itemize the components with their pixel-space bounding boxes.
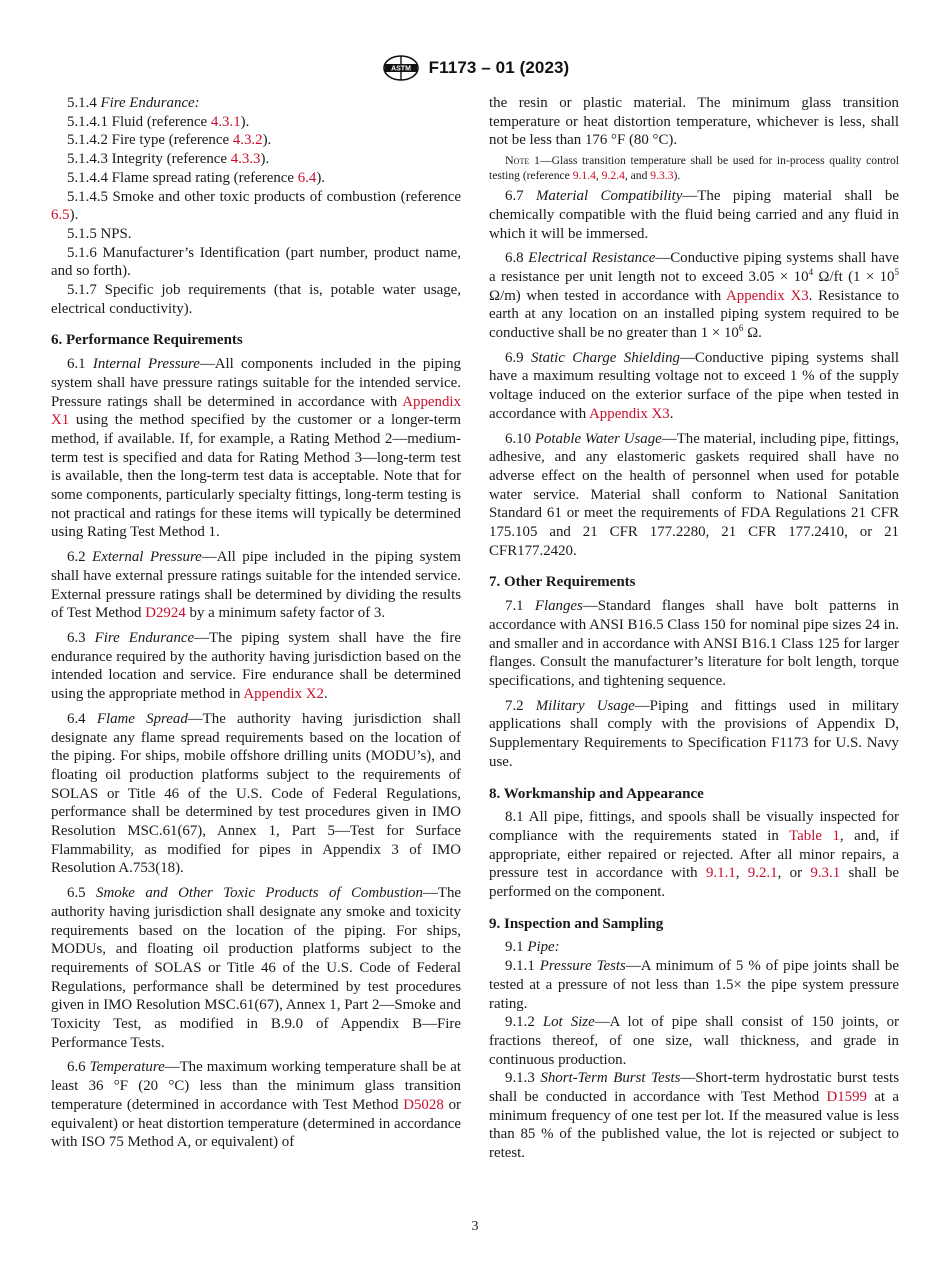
table-1-link[interactable]: Table 1 [789,827,840,844]
clause-7-1: 7.1 Flanges—Standard flanges shall have bolt patterns in accordance with ANSI B16.5 Class 150 for nominal pipe sizes 24 in. and smaller and in accordance with ANSI B16.1 Class 125 for larger flanges. Consult the manufacturer’s literature for bolt length, torque specifications, and tightening sequence. [489,598,899,689]
ref-link-6-5[interactable]: 6.5 [51,207,70,224]
clause-5-1-4-2: 5.1.4.2 Fire type (reference 4.3.2). [67,132,272,149]
ref-link-9-1-4[interactable]: 9.1.4 [572,169,596,183]
clause-9-1: 9.1 Pipe: [505,939,560,956]
section-9-heading: 9. Inspection and Sampling [489,915,664,932]
section-7-heading: 7. Other Requirements [489,574,636,591]
note-1: Note 1—Glass transition temperature shall be used for in-process quality control testing (reference 9.1.4, 9.2.4, and 9.3.3). [489,153,899,183]
ref-link-9-3-3[interactable]: 9.3.3 [650,169,674,183]
ref-link-9-1-1[interactable]: 9.1.1 [705,865,736,882]
ref-link-6-4[interactable]: 6.4 [297,169,317,186]
appendix-x3-link[interactable]: Appendix X3 [726,287,809,304]
standard-designation: F1173 – 01 (2023) [428,58,570,77]
ref-link-4-3-2[interactable]: 4.3.2 [232,132,263,149]
clause-5-1-7: 5.1.7 Specific job requirements (that is, potable water usage, electrical conductivity). [51,282,461,317]
clause-9-1-3: 9.1.3 Short-Term Burst Tests—Short-term hydrostatic burst tests shall be conducted in accordance with Test Method D1599 at a minimum frequency of one test per lot. If the measured value is less than 85 % of the published value, the lot is rejected or subject to retest. [489,1070,899,1162]
clause-5-1-4-3: 5.1.4.3 Integrity (reference 4.3.3). [67,151,270,168]
clause-6-3: 6.3 Fire Endurance—The piping system shall have the fire endurance required by the authority having jurisdiction based on the intended location and service. Fire endurance shall be determined using the appropriate method in Appendix X2. [51,629,461,703]
clause-6-6: 6.6 Temperature—The maximum working temperature shall be at least 36 °F (20 °C) less than the minimum glass transition temperature (determined in accordance with Test Method D5028 or equivalent) or heat distortion temperature (determined in accordance with ISO 75 Method A, or equivalent) of [51,1059,461,1151]
section-6-heading: 6. Performance Requirements [51,332,243,349]
clause-5-1-6: 5.1.6 Manufacturer’s Identification (part number, product name, and so forth). [51,244,461,280]
d2924-link[interactable]: D2924 [145,605,186,622]
clause-8-1: 8.1 All pipe, fittings, and spools shall be visually inspected for compliance with the requirements stated in Table 1, and, if appropriate, either repaired or rejected. After all minor repairs, a pressure test in accordance with 9.1.1, 9.2.1, or 9.3.1 shall be performed on the component. [489,809,899,901]
d1599-link[interactable]: D1599 [826,1089,868,1106]
page-header [0,52,950,84]
clause-9-1-1: 9.1.1 Pressure Tests—A minimum of 5 % of pipe joints shall be tested at a pressure of not less than 1.5× the pipe system pressure rating. [489,958,899,1012]
svg-text:ASTM: ASTM [390,65,411,73]
ref-link-4-3-1[interactable]: 4.3.1 [210,113,241,130]
ref-link-4-3-3[interactable]: 4.3.3 [230,151,261,168]
clause-5-1-5: 5.1.5 NPS. [67,225,132,242]
clause-5-1-4: 5.1.4 Fire Endurance: [67,95,200,111]
clause-6-5: 6.5 Smoke and Other Toxic Products of Combustion—The authority having jurisdiction shall designate any smoke and toxicity requirements based on the location of the piping. For ships, MODUs, and floating oil production platforms subject to the requirements of SOLAS or Title 46 of the U.S. Code of Federal Regulations, performance shall be determined by test procedures given in IMO Resolution MSC.61(67), Annex 1, Part 2—Smoke and Toxicity Test, as modified in B.9.0 of Appendix B—Fire Performance Tests. [51,885,461,1051]
clause-6-8: 6.8 Electrical Resistance—Conductive piping systems shall have a resistance per unit length not to exceed $3.05 \times 10^4$ Ω/ft ($1 \times 10^5$ Ω/m) when tested in accordance with Appendix X3. Resistance to earth at any location on an installed piping system required to be conductive shall be no greater than $1 \times 10^6$ Ω. [489,250,900,342]
appendix-x2-link[interactable]: Appendix X2 [243,686,324,703]
clause-6-6-continued: the resin or plastic material. The minimum glass transition temperature or heat distortion temperature, whichever is less, shall not be less than 176 °F (80 °C). [489,95,899,149]
clause-7-2: 7.2 Military Usage—Piping and fittings used in military applications shall comply with the provisions of Appendix D, Supplementary Requirements to Specification F1173 for U.S. Navy use. [489,697,899,770]
ref-link-9-2-4[interactable]: 9.2.4 [601,169,625,183]
clause-6-9: 6.9 Static Charge Shielding—Conductive piping systems shall have a maximum resulting voltage not to exceed 1 % of the supply voltage induced on the exterior surface of the pipe when tested in accordance with Appendix X3. [489,349,899,422]
left-column [51,94,461,1152]
section-8-heading: 8. Workmanship and Appearance [489,785,704,802]
clause-6-1: 6.1 Internal Pressure—All components included in the piping system shall have pressure ratings suitable for the intended service. Pressure ratings shall be determined in accordance with Appendix X1 using the method specified by the customer or a longer-term method, if available. If, for example, a Rating Method 2—medium-term test is specified and data for Rating Method 3—long-term test is available, then the long-term test data is acceptable. Note that for some components, particularly specialty fittings, long-term testing is not practical and ratings for these items will typically be determined using Rating Test Method 1. [51,356,461,541]
ref-link-9-2-1[interactable]: 9.2.1 [747,865,778,882]
clause-5-1-4-4: 5.1.4.4 Flame spread rating (reference 6.4). [67,169,326,186]
page-number: 3 [471,1219,479,1234]
clause-5-1-4-1: 5.1.4.1 Fluid (reference 4.3.1). [67,113,250,130]
clause-6-7: 6.7 Material Compatibility—The piping material shall be chemically compatible with the fluid being carried and any fluid in which it will be immersed. [489,188,899,242]
clause-9-1-2: 9.1.2 Lot Size—A lot of pipe shall consist of 150 joints, or fractions thereof, of one size, wall thickness, and grade in continuous production. [489,1014,899,1068]
clause-5-1-4-5: 5.1.4.5 Smoke and other toxic products of combustion (reference 6.5). [51,188,461,224]
clause-6-2: 6.2 External Pressure—All pipe included in the piping system shall have external pressure ratings suitable for the intended service. External pressure ratings shall be determined by dividing the results of Test Method D2924 by a minimum safety factor of 3. [51,549,461,622]
astm-logo-icon [381,54,421,82]
clause-6-4: 6.4 Flame Spread—The authority having jurisdiction shall designate any flame spread requirements based on the location of the piping. For ships, mobile offshore drilling units (MODU’s), and floating oil production platforms subject to the requirements of SOLAS or Title 46 of the U.S. Code of Federal Regulations, performance shall be determined by test procedures given in IMO Resolution MSC.61(67), Annex 1, Part 5—Test for Surface Flammability, as modified for pipes in Appendix 3 of IMO Resolution A.753(18). [51,710,461,877]
appendix-x1-link[interactable]: Appendix X1 [51,393,461,429]
d5028-link[interactable]: D5028 [403,1096,444,1113]
clause-6-10: 6.10 Potable Water Usage—The material, including pipe, fittings, adhesive, and any elastomeric gaskets required shall have no adverse effect on the health of personnel when used for potable water service. Material shall conform to National Sanitation Standard 61 or meet the requirements of FDA Regulations 21 CFR 175.105 and 21 CFR 177.2280, 21 CFR 177.2410, or 21 CFR177.2420. [489,430,899,559]
appendix-x3-link[interactable]: Appendix X3 [589,405,670,422]
ref-link-9-3-1[interactable]: 9.3.1 [810,865,841,882]
right-column [489,94,899,1163]
